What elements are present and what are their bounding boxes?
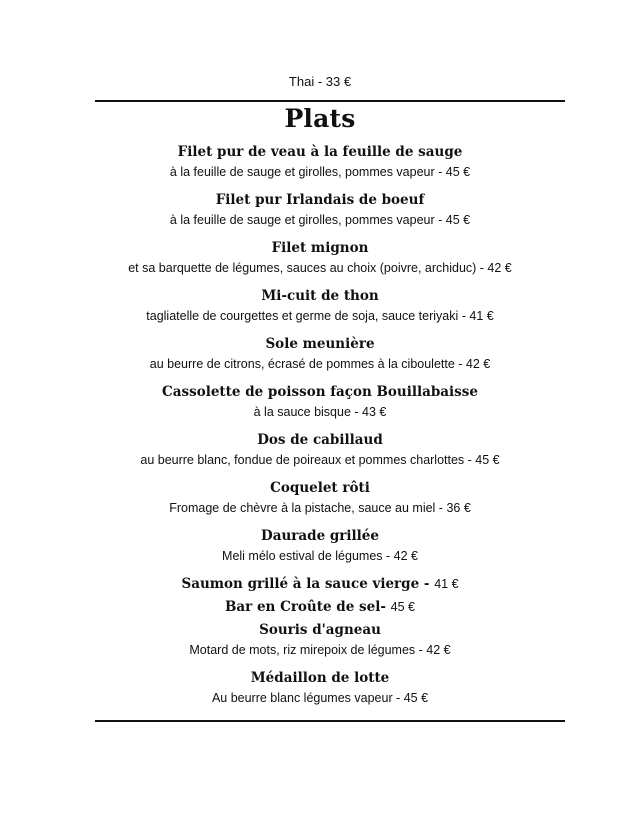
dish-description: à la feuille de sauge et girolles, pommes vapeur - 45 € [169,165,471,179]
dish-item [0,478,640,518]
dish-price: 41 € [434,577,459,591]
dish-item [0,142,640,182]
dish-description: à la sauce bisque - 43 € [253,405,387,419]
dish-item [0,190,640,230]
dish-name: Coquelet rôti [270,480,370,496]
dish-name: Médaillon de lotte [250,670,390,686]
bottom-divider [95,720,565,722]
dish-description: à la feuille de sauge et girolles, pommes vapeur - 45 € [169,213,471,227]
dish-price: 45 € [390,600,415,614]
dish-item [0,574,640,595]
section-title: Plats [284,104,356,133]
dish-item [0,597,640,618]
top-divider [95,100,565,102]
dish-description: au beurre blanc, fondue de poireaux et pommes charlottes - 45 € [140,453,500,467]
dish-name-with-price [0,597,640,618]
dish-description: au beurre de citrons, écrasé de pommes à la ciboulette - 42 € [149,357,491,371]
dish-description: et sa barquette de légumes, sauces au choix (poivre, archiduc) - 42 € [128,261,512,275]
dish-item [0,238,640,278]
dish-name: Daurade grillée [261,528,379,544]
dish-item [0,286,640,326]
dish-item [0,668,640,708]
dish-name: Dos de cabillaud [257,432,383,448]
dish-name-with-price [0,574,640,595]
dish-list [0,142,640,716]
dish-name: Mi-cuit de thon [261,288,379,304]
dish-item [0,334,640,374]
dish-name: Bar en Croûte de sel- [225,599,391,615]
dish-name: Cassolette de poisson façon Bouillabaisse [162,384,478,400]
dish-name: Filet pur Irlandais de boeuf [215,192,425,208]
dish-item [0,430,640,470]
dish-item [0,526,640,566]
dish-description: Meli mélo estival de légumes - 42 € [222,549,418,563]
dish-name: Filet mignon [271,240,369,256]
dish-name: Sole meunière [265,336,375,352]
dish-description: Fromage de chèvre à la pistache, sauce au miel - 36 € [169,501,471,515]
dish-name: Souris d'agneau [259,622,381,638]
dish-name: Saumon grillé à la sauce vierge - [181,576,435,592]
previous-item-line: Thai - 33 € [288,74,352,89]
dish-description: Au beurre blanc légumes vapeur - 45 € [211,691,429,705]
dish-item [0,382,640,422]
dish-name: Filet pur de veau à la feuille de sauge [177,144,463,160]
dish-description: Motard de mots, riz mirepoix de légumes - 42 € [189,643,451,657]
dish-description: tagliatelle de courgettes et germe de soja, sauce teriyaki - 41 € [146,309,494,323]
dish-item [0,620,640,660]
